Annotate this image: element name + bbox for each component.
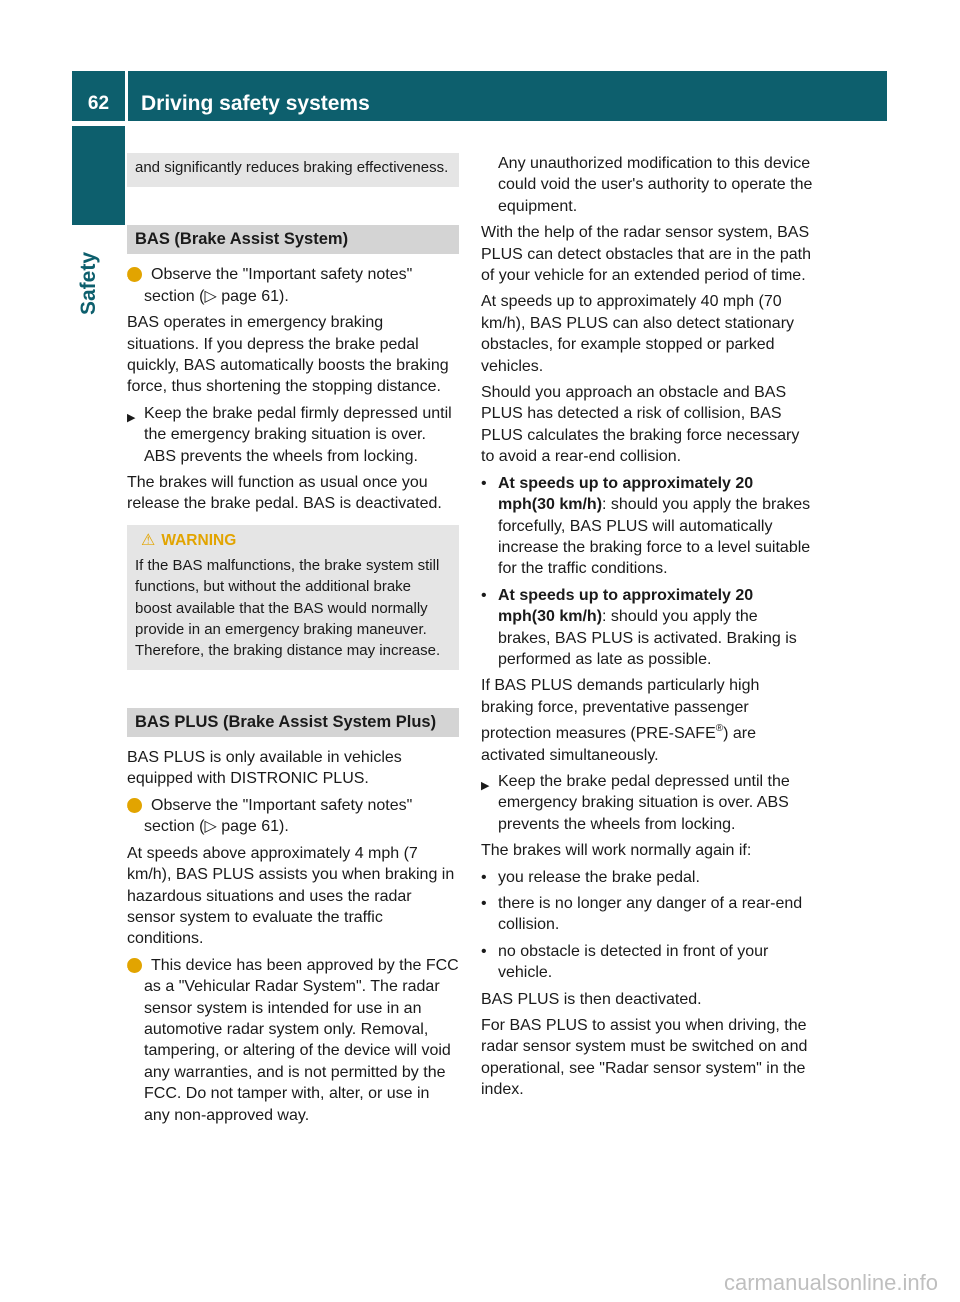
paragraph: At speeds up to approximately 40 mph (70 km/h), BAS PLUS can also detect stationary obstacles, for example stopped or parked vehicles. [481,293,795,375]
step-instruction [127,403,459,467]
bullet-marker: • [481,474,487,492]
step-arrow-icon: ▶ [481,779,490,792]
warning-header [135,530,451,551]
paragraph-text: ) are activated simultaneously. [481,725,757,764]
page-header [72,71,887,121]
chapter-title: Driving safety systems [128,71,887,121]
warning-box [127,525,459,670]
paragraph: The brakes will work normally again if: [481,842,752,860]
paragraph [481,675,813,766]
paragraph: BAS operates in emergency braking situations. If you depress the brake pedal quickly, BAS automatically boosts the braking force, thus shortening the stopping distance. [127,314,449,396]
bullet-text: you release the brake pedal. [498,868,700,886]
warning-title: WARNING [161,531,237,549]
bullet-marker: • [481,942,487,960]
paragraph: Should you approach an obstacle and BAS PLUS has detected a risk of collision, BAS PLUS calculates the braking force necessary to avoid a rear-end collision. [481,384,800,466]
info-note [123,264,459,307]
info-text: Observe the "Important safety notes" section (▷ page 61). [144,796,413,836]
bas-plus-heading: BAS PLUS (Brake Assist System Plus) [127,708,459,737]
top-note: and significantly reduces braking effectiveness. [127,153,459,187]
info-note [123,795,459,838]
info-icon: i [127,798,142,813]
list-item [481,585,813,671]
fcc-note [123,955,459,1126]
step-text: Keep the brake pedal depressed until the emergency braking situation is over. ABS prevents the wheels from locking. [498,772,790,833]
bas-heading: BAS (Brake Assist System) [127,225,459,254]
paragraph: The brakes will function as usual once you release the brake pedal. BAS is deactivated. [127,474,442,513]
left-column [123,153,459,1131]
paragraph-text: If BAS PLUS demands particularly high braking force, preventative passenger protection measures (PRE-SAFE [481,677,760,743]
paragraph: At speeds above approximately 4 mph (7 km/h), BAS PLUS assists you when braking in hazardous situations and uses the radar sensor system to evaluate the traffic conditions. [127,844,455,948]
info-icon: i [127,958,142,973]
paragraph: BAS PLUS is only available in vehicles equipped with DISTRONIC PLUS. [127,749,402,788]
step-arrow-icon: ▶ [127,411,136,424]
bullet-bold: At speeds up to approximately 20 mph(30 km/h) [498,474,754,514]
info-icon: i [127,267,142,282]
list-item [481,893,813,936]
list-item [481,941,813,984]
paragraph: For BAS PLUS to assist you when driving, the radar sensor system must be switched on and operational, see "Radar sensor system" in the index. [481,1017,808,1099]
bullet-marker: • [481,868,487,886]
list-item [481,473,813,580]
fcc-continuation: Any unauthorized modification to this device could void the user's authority to operate the equipment. [498,155,813,215]
list-item [481,867,813,888]
warning-triangle-icon: ⚠ [141,531,156,549]
bullet-text: : should you apply the brakes forcefully, BAS PLUS will automatically increase the braking force to a level suitable for the traffic conditions. [498,496,811,578]
bullet-marker: • [481,586,487,604]
side-tab-label: Safety [77,251,100,315]
bullet-text: there is no longer any danger of a rear-end collision. [498,895,803,934]
info-text: Observe the "Important safety notes" section (▷ page 61). [144,266,413,305]
paragraph: BAS PLUS is then deactivated. [481,990,702,1008]
bullet-bold: At speeds up to approximately 20 mph(30 km/h) [498,586,754,626]
bullet-marker: • [481,895,487,912]
right-column [481,153,813,1106]
fcc-text: This device has been approved by the FCC as a "Vehicular Radar System". The radar sensor system is intended for use in an automotive radar system only. Removal, tampering, or altering of the device will void any warranties, and is not permitted by the FCC. Do not tamper with, alter, or use in any non-approved way. [144,956,459,1124]
page-number: 62 [72,71,125,121]
warning-text: If the BAS malfunctions, the brake system still functions, but without the additional brake boost available that the BAS would normally provide in an emergency braking maneuver. Therefore, the braking distance may increase. [135,557,441,660]
paragraph: With the help of the radar sensor system, BAS PLUS can detect obstacles that are in the path of your vehicle for an extended period of time. [481,224,811,285]
side-tab-block [72,126,125,225]
registered-mark: ® [715,723,724,735]
watermark: carmanualsonline.info [723,1270,938,1295]
bullet-text: no obstacle is detected in front of your vehicle. [498,942,769,982]
step-text: Keep the brake pedal firmly depressed until the emergency braking situation is over. ABS prevents the wheels from locking. [144,404,452,465]
bullet-text: : should you apply the brakes, BAS PLUS is activated. Braking is performed as late as possible. [498,608,797,668]
step-instruction [481,771,813,835]
